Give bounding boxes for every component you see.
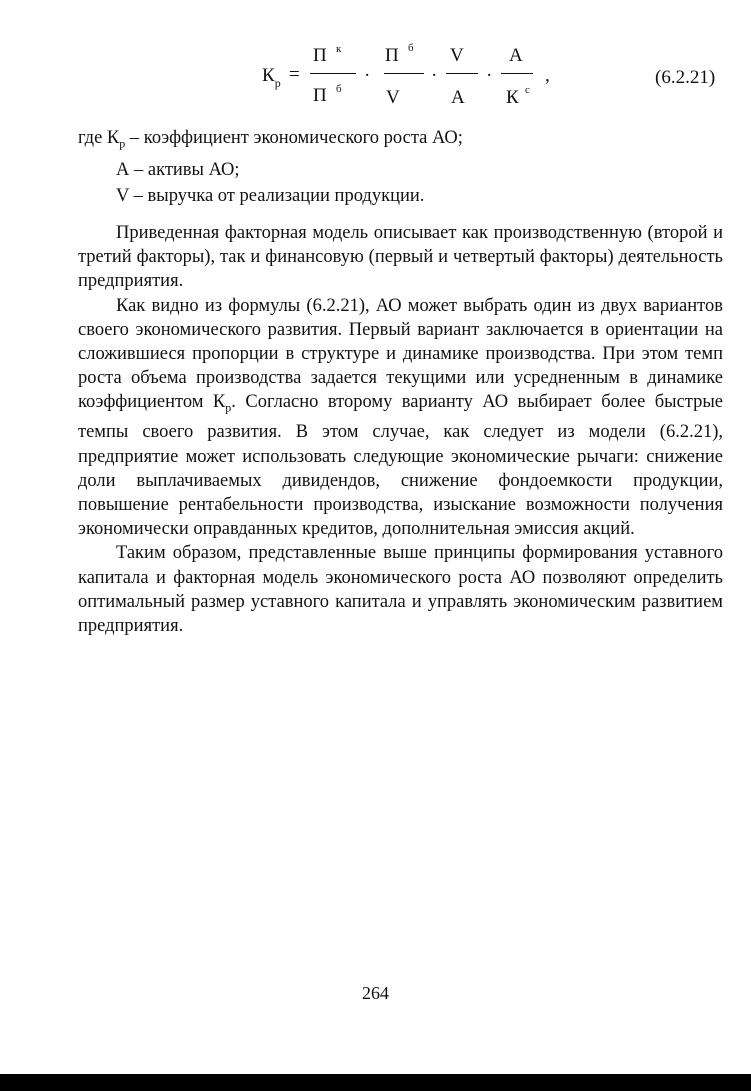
body-text bbox=[78, 221, 723, 638]
paragraph-2-subscript: р bbox=[225, 401, 232, 416]
fraction-2-denominator: V bbox=[386, 87, 400, 108]
definition-kp-text: – коэффициент экономического роста АО; bbox=[125, 128, 463, 148]
fraction-1-numerator: П bbox=[313, 45, 327, 66]
fraction-3-denominator: А bbox=[451, 87, 465, 108]
fraction-1-denominator-sup: б bbox=[336, 83, 342, 95]
fraction-4-denominator-sup: с bbox=[525, 84, 530, 96]
definition-kp-prefix: где К bbox=[78, 128, 120, 148]
equation-number: (6.2.21) bbox=[655, 67, 716, 88]
formula-lhs-letter: К bbox=[262, 65, 275, 86]
fraction-4-bar bbox=[501, 73, 533, 74]
fraction-2-numerator: П bbox=[385, 45, 399, 66]
fraction-3-bar bbox=[446, 73, 478, 74]
definition-kp bbox=[78, 125, 463, 157]
formula-comma: , bbox=[545, 65, 550, 86]
fraction-4-denominator: К bbox=[506, 87, 519, 108]
fraction-2-numerator-sup: б bbox=[408, 42, 414, 54]
paragraph-2-part-2: . Согласно второму варианту АО выбирает более быстрые темпы своего развития. В этом случае, как следует из модели (6.2.21), предприятие может использовать следующие экономические рычаги: снижение доли выплачиваемых дивидендов, снижение фондоемкости продукции, повышение рентабельности производства, изыскание возможности получения экономически оправданных кредитов, дополнительная эмиссия акций. bbox=[78, 392, 723, 540]
formula-dot-2: · bbox=[431, 65, 438, 86]
formula-dot-3: · bbox=[486, 65, 493, 86]
paragraph-2-part-1: Как видно из формулы (6.2.21), АО может выбрать один из двух вариантов своего экономического развития. Первый вариант заключается в ориентации на сложившиеся пропорции в структуре и динамике производства. При этом темп роста объема производства задается текущими или усредненным в динамике коэффициентом К bbox=[78, 295, 723, 413]
formula-6-2-21 bbox=[0, 0, 751, 120]
formula-equals: = bbox=[289, 64, 300, 85]
fraction-1-bar bbox=[310, 73, 356, 74]
fraction-4-numerator: А bbox=[509, 45, 523, 66]
fraction-1-numerator-sup: к bbox=[336, 43, 342, 55]
fraction-1-denominator: П bbox=[313, 85, 327, 106]
formula-dot-1: · bbox=[364, 65, 371, 86]
paragraph-3: Таким образом, представленные выше принципы формирования уставного капитала и факторная модель экономического роста АО позволяют определить оптимальный размер уставного капитала и управлять экономическим развитием предприятия. bbox=[78, 543, 723, 636]
formula-lhs-subscript: р bbox=[274, 76, 281, 90]
formula-lhs bbox=[262, 65, 281, 90]
paragraph-1: Приведенная факторная модель описывает как производственную (второй и третий факторы), так и финансовую (первый и четвертый факторы) деятельность предприятия. bbox=[78, 223, 723, 292]
scan-bottom-border bbox=[0, 1074, 751, 1091]
definition-kp-subscript: р bbox=[119, 136, 126, 151]
page-number: 264 bbox=[362, 983, 389, 1003]
fraction-2-bar bbox=[384, 73, 424, 74]
fraction-3-numerator: V bbox=[450, 45, 464, 66]
paragraph-2 bbox=[78, 294, 723, 542]
definition-v: V – выручка от реализации продукции. bbox=[116, 185, 425, 206]
definition-a: А – активы АО; bbox=[116, 159, 240, 180]
variable-definitions bbox=[78, 125, 463, 209]
